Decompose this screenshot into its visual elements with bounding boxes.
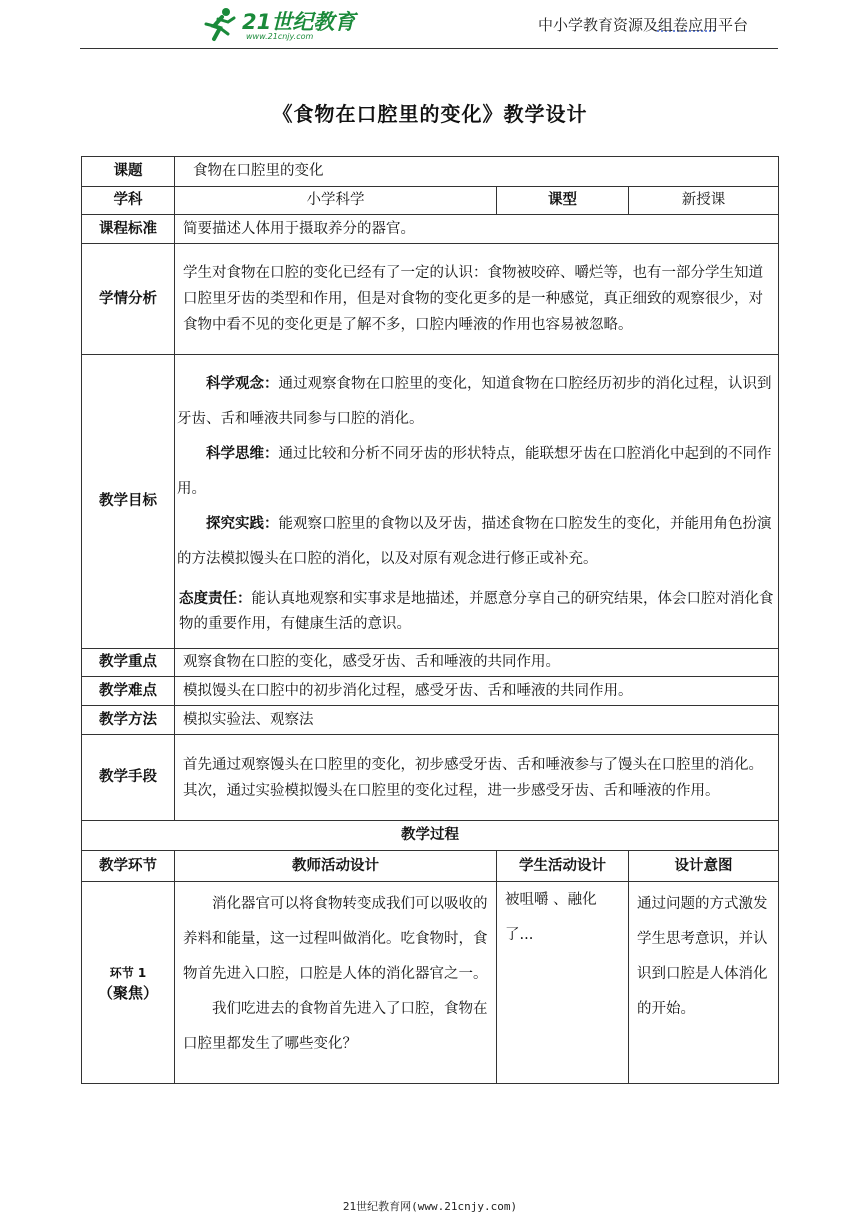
page-footer: 21世纪教育网(www.21cnjy.com) — [342, 1200, 518, 1213]
row-process-headers — [82, 851, 779, 882]
header-student: 学生活动设计 — [497, 851, 629, 882]
key-point-value: 观察食物在口腔的变化，感受牙齿、舌和唾液的共同作用。 — [175, 649, 779, 677]
stage1-student: 被咀嚼 、融化了... — [497, 882, 629, 1084]
platform-link[interactable]: 组卷应用 — [657, 16, 718, 34]
lesson-plan-table — [81, 156, 779, 1084]
objectives-content — [175, 355, 779, 649]
header-intent: 设计意图 — [629, 851, 779, 882]
row-course — [82, 157, 779, 187]
course-value: 食物在口腔里的变化 — [175, 157, 779, 187]
platform-name: 中小学教育资源及组卷应用平台 — [537, 16, 748, 34]
type-label: 课型 — [497, 187, 629, 215]
logo-url: www.21cnjy.com — [246, 32, 314, 41]
subject-value: 小学科学 — [175, 187, 497, 215]
row-analysis — [82, 244, 779, 355]
stage1-teacher — [175, 882, 497, 1084]
teacher-paragraph: 我们吃进去的食物首先进入了口腔，食物在口腔里都发生了哪些变化？ — [183, 1001, 488, 1052]
row-objectives — [82, 355, 779, 649]
method-value: 模拟实验法、观察法 — [175, 706, 779, 735]
row-means — [82, 735, 779, 821]
objective-item: 探究实践：能观察口腔里的食物以及牙齿，描述食物在口腔发生的变化，并能用角色扮演的方法模拟馒头在口腔的消化，以及对原有观念进行修正或补充。 — [177, 515, 772, 567]
standard-label: 课程标准 — [82, 215, 175, 244]
type-value: 新授课 — [629, 187, 779, 215]
objective-item: 态度责任：能认真地观察和实事求是地描述，并愿意分享自己的研究结果，体会口腔对消化食物的重要作用，有健康生活的意识。 — [179, 590, 774, 632]
header-teacher: 教师活动设计 — [175, 851, 497, 882]
logo — [200, 4, 430, 44]
objective-item: 科学观念：通过观察食物在口腔里的变化，知道食物在口腔经历初步的消化过程，认识到牙齿、舌和唾液共同参与口腔的消化。 — [177, 375, 772, 427]
logo-text: 21世纪教育 — [242, 10, 356, 34]
difficulty-value: 模拟馒头在口腔中的初步消化过程，感受牙齿、舌和唾液的共同作用。 — [175, 677, 779, 706]
row-standard — [82, 215, 779, 244]
row-process-title — [82, 821, 779, 851]
stage1-name: 环节 1 — [109, 965, 147, 980]
row-stage1 — [82, 882, 779, 1084]
analysis-value: 学生对食物在口腔的变化已经有了一定的认识：食物被咬碎、嚼烂等，也有一部分学生知道口腔里牙齿的类型和作用，但是对食物的变化更多的是一种感觉，真正细致的观察很少，对食物中看不见的变化更是了解不多，口腔内唾液的作用也容易被忽略。 — [175, 244, 779, 355]
means-value: 首先通过观察馒头在口腔里的变化，初步感受牙齿、舌和唾液参与了馒头在口腔里的消化。其次，通过实验模拟馒头在口腔里的变化过程，进一步感受牙齿、舌和唾液的作用。 — [175, 735, 779, 821]
subject-label: 学科 — [82, 187, 175, 215]
objective-item: 科学思维：通过比较和分析不同牙齿的形状特点，能联想牙齿在口腔消化中起到的不同作用。 — [177, 445, 772, 497]
runner-logo-icon — [200, 6, 238, 42]
page-title: 《食物在口腔里的变化》教学设计 — [272, 102, 588, 126]
page-header — [80, 0, 778, 49]
row-difficulty — [82, 677, 779, 706]
course-label: 课题 — [82, 157, 175, 187]
analysis-label: 学情分析 — [82, 244, 175, 355]
objectives-label: 教学目标 — [82, 355, 175, 649]
means-label: 教学手段 — [82, 735, 175, 821]
difficulty-label: 教学难点 — [82, 677, 175, 706]
stage1-intent: 通过问题的方式激发学生思考意识，并认识到口腔是人体消化的开始。 — [629, 882, 779, 1084]
standard-value: 简要描述人体用于摄取养分的器官。 — [175, 215, 779, 244]
header-stage: 教学环节 — [82, 851, 175, 882]
process-title: 教学过程 — [82, 821, 779, 851]
stage1-sub: （聚焦） — [97, 983, 158, 1002]
row-subject — [82, 187, 779, 215]
teacher-paragraph: 消化器官可以将食物转变成我们可以吸收的养料和能量，这一过程叫做消化。吃食物时，食物首先进入口腔，口腔是人体的消化器官之一。 — [183, 896, 488, 982]
stage1-label — [82, 882, 175, 1084]
row-method — [82, 706, 779, 735]
row-key-point — [82, 649, 779, 677]
key-point-label: 教学重点 — [82, 649, 175, 677]
method-label: 教学方法 — [82, 706, 175, 735]
